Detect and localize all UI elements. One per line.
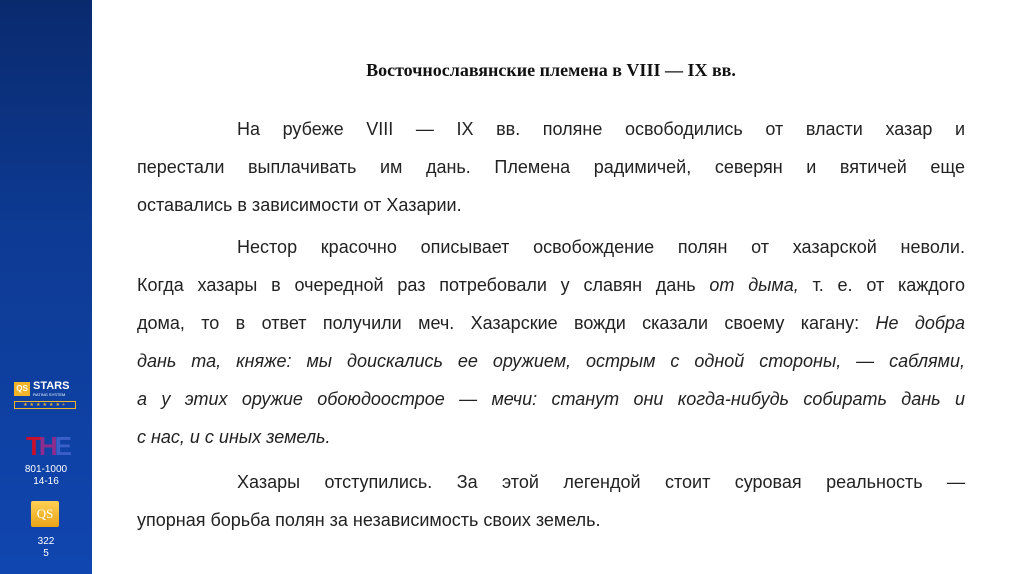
text-run: Нестор красочно описывает освобождение полян от хазарской неволи.: [237, 237, 965, 257]
the-logo: THE: [26, 431, 70, 461]
italic-quote-text: Не добра: [875, 313, 965, 333]
text-run: Хазары отступились. За этой легендой стоит суровая реальность —: [237, 472, 965, 492]
the-rank-1: 801-1000: [24, 464, 68, 475]
text-run: Когда хазары в очередной раз потребовали у славян дань: [137, 275, 710, 295]
qs-logo: QS: [31, 501, 59, 527]
paragraph-1-line: [137, 193, 965, 217]
paragraph-1-line: [237, 117, 965, 141]
paragraph-2-line: [137, 425, 965, 449]
italic-quote-text: от дыма,: [709, 275, 799, 295]
sidebar: [0, 0, 92, 574]
italic-quote-text: а у этих оружие обоюдоострое — мечи: станут они когда-нибудь собирать дань и: [137, 389, 965, 409]
text-run: На рубеже VIII — IX вв. поляне освободились от власти хазар и: [237, 119, 965, 139]
qs-rank-2: 5: [43, 548, 49, 559]
text-run: перестали выплачивать им дань. Племена радимичей, северян и вятичей еще: [137, 157, 965, 177]
the-rank-2: 14-16: [33, 476, 59, 487]
the-rank: [10, 464, 82, 488]
qs-rank: [10, 536, 82, 560]
italic-quote-text: с нас, и с иных земель.: [137, 427, 331, 447]
page-title: Восточнославянские племена в VIII — IX вв.: [366, 60, 736, 80]
paragraph-2-line: [137, 349, 965, 373]
italic-quote-text: дань та, княже: мы доискались ее оружием, острым с одной стороны, — саблями,: [137, 351, 965, 371]
paragraph-2-line: [137, 273, 965, 297]
paragraph-1-line: [137, 155, 965, 179]
paragraph-2-line: [137, 387, 965, 411]
stars-label: STARS: [33, 380, 70, 392]
text-run: т. е. от каждого: [798, 275, 965, 295]
qs-stars-mark: QS: [14, 382, 30, 396]
qs-rank-1: 322: [37, 536, 55, 547]
text-run: оставались в зависимости от Хазарии.: [137, 195, 462, 215]
paragraph-3-line: [237, 470, 965, 494]
rating-system-label: RATING SYSTEM: [33, 392, 66, 397]
paragraph-2-line: [137, 311, 965, 335]
text-run: упорная борьба полян за независимость своих земель.: [137, 510, 601, 530]
paragraph-2-line: [237, 235, 965, 259]
paragraph-3-line: [137, 508, 965, 532]
stars-rating-icon: ★★★★★★+: [14, 401, 76, 409]
text-run: дома, то в ответ получили меч. Хазарские вожди сказали своему кагану:: [137, 313, 876, 333]
